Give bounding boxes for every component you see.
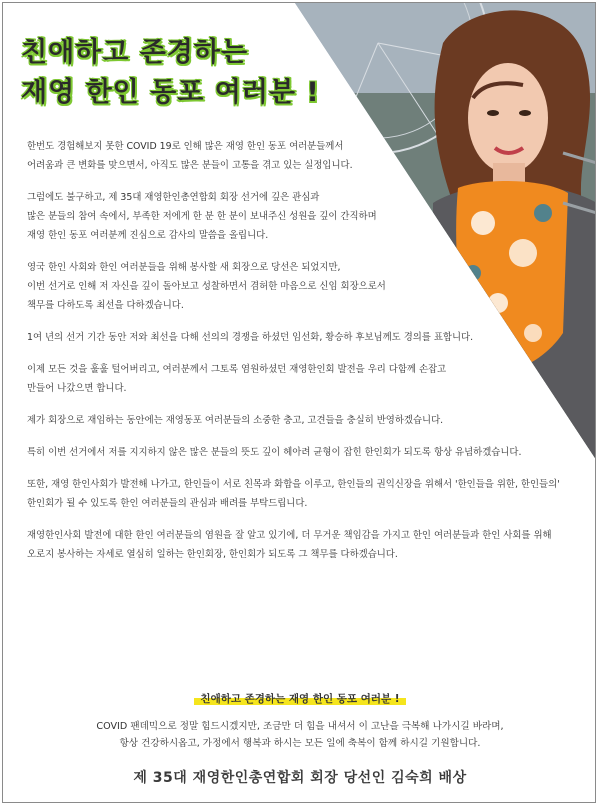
paragraph-7 (27, 443, 587, 462)
paragraph-6 (27, 411, 587, 430)
paragraph-line: 1여 년의 선거 기간 동안 저와 최선을 다해 선의의 경쟁을 하셨던 임선화, 황승하 후보님께도 경의를 표합니다. (27, 332, 474, 343)
paragraph-4 (27, 328, 587, 347)
closing-text (3, 718, 596, 752)
paragraph-line: 제가 회장으로 재임하는 동안에는 재영동포 여러분들의 소중한 충고, 고견들을 충실히 반영하겠습니다. (27, 415, 444, 426)
paragraph-line: 오로지 봉사하는 자세로 열심히 일하는 한인회장, 한인회가 되도록 그 책무를 다하겠습니다. (27, 549, 398, 560)
headline-line-2: 재영 한인 동포 여러분 ! (21, 77, 320, 108)
closing-line-1: COVID 팬데믹으로 정말 힘드시겠지만, 조금만 더 힘을 내셔서 이 고난을 극복해 나가시길 바라며, (96, 721, 504, 732)
paragraph-line: 이제 모든 것을 훌훌 털어버리고, 여러분께서 그토록 염원하셨던 재영한인회 발전을 우리 다함께 손잡고 (27, 364, 447, 375)
paragraph-line: 재영한인사회 발전에 대한 한인 여러분들의 염원을 잘 알고 있기에, 더 무거운 책임감을 가지고 한인 여러분들과 한인 사회를 위해 (27, 530, 552, 541)
paragraph-line: 만들어 나갔으면 합니다. (27, 383, 127, 394)
letter-page (2, 2, 596, 803)
closing-section (3, 687, 596, 752)
signature: 제 35대 재영한인총연합회 회장 당선인 김숙희 배상 (133, 770, 467, 786)
paragraph-line: 영국 한인 사회와 한인 여러분들을 위해 봉사할 새 회장으로 당선은 되었지만, (27, 262, 341, 273)
paragraph-line: 책무를 다하도록 최선을 다하겠습니다. (27, 300, 184, 311)
paragraph-3 (27, 258, 587, 315)
paragraph-1 (27, 137, 587, 175)
paragraph-line: 한번도 경험해보지 못한 COVID 19로 인해 많은 재영 한인 동포 여러분들께서 (27, 141, 344, 152)
paragraph-line: 특히 이번 선거에서 저를 지지하지 않은 많은 분들의 뜻도 깊이 헤아려 균형이 잡힌 한인회가 되도록 항상 유념하겠습니다. (27, 447, 522, 458)
letter-body (27, 137, 587, 577)
headline (21, 33, 320, 113)
closing-highlight: 친애하고 존경하는 재영 한인 동포 여러분 ! (194, 691, 405, 706)
paragraph-line: 많은 분들의 참여 속에서, 부족한 저에게 한 분 한 분이 보내주신 성원을 깊이 간직하며 (27, 211, 377, 222)
paragraph-line: 그럼에도 불구하고, 제 35대 재영한인총연합회 회장 선거에 깊은 관심과 (27, 192, 320, 203)
paragraph-line: 한인회가 될 수 있도록 한인 여러분들의 관심과 배려를 부탁드립니다. (27, 498, 308, 509)
paragraph-line: 이번 선거로 인해 저 자신을 깊이 돌아보고 성찰하면서 겸허한 마음으로 신임 회장으로서 (27, 281, 386, 292)
paragraph-line: 재영 한인 동포 여러분께 진심으로 감사의 말씀을 올립니다. (27, 230, 269, 241)
paragraph-2 (27, 188, 587, 245)
headline-line-1: 친애하고 존경하는 (21, 37, 249, 68)
paragraph-9 (27, 526, 587, 564)
paragraph-5 (27, 360, 587, 398)
paragraph-line: 어려움과 큰 변화를 맞으면서, 아직도 많은 분들이 고통을 겪고 있는 실정입니다. (27, 160, 353, 171)
paragraph-line: 또한, 재영 한인사회가 발전해 나가고, 한인들이 서로 친목과 화합을 이루고, 한인들의 권익신장을 위해서 '한인들을 위한, 한인들의' (27, 479, 560, 490)
paragraph-8 (27, 475, 587, 513)
closing-line-2: 항상 건강하시옵고, 가정에서 행복과 하시는 모든 일에 축복이 함께 하시길 기원합니다. (119, 738, 481, 749)
